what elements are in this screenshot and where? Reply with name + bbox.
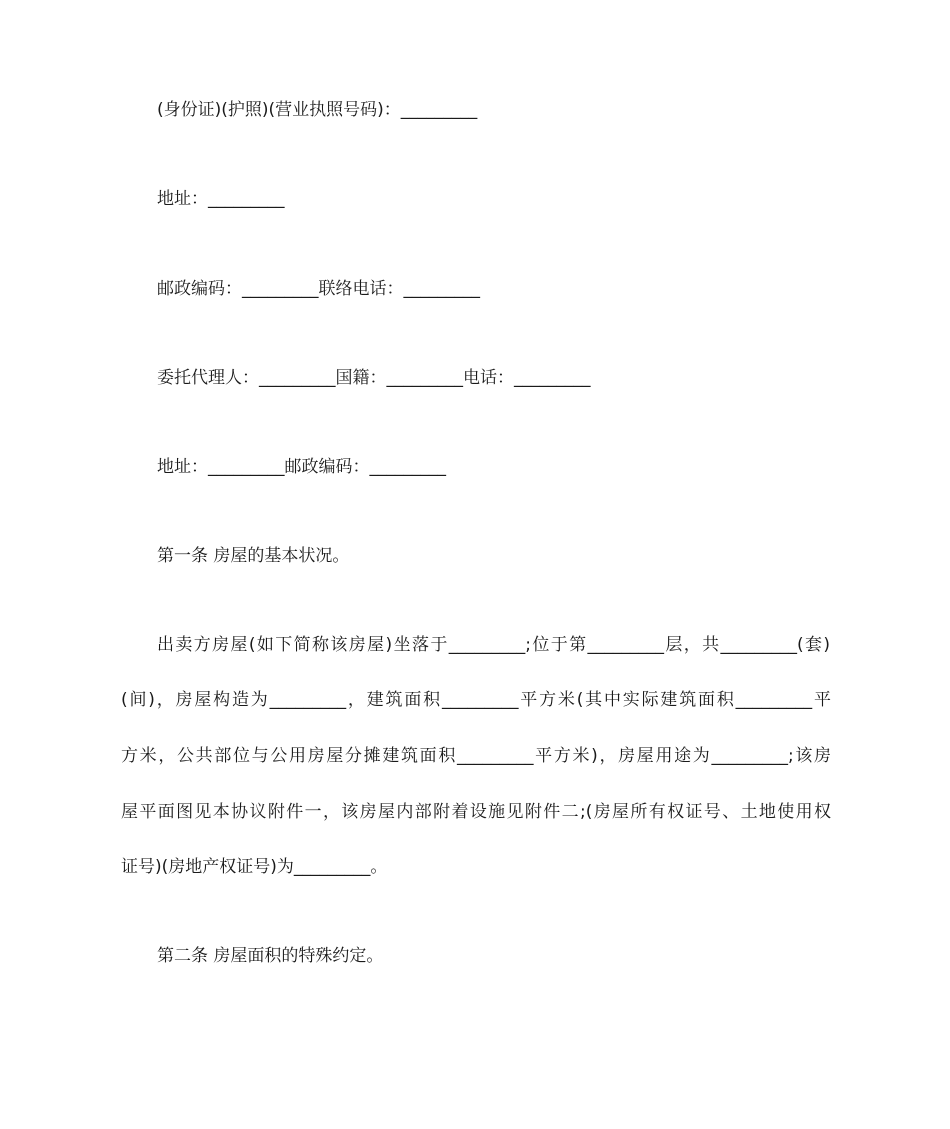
id-number-line: (身份证)(护照)(营业执照号码)：_________ — [157, 100, 478, 120]
article-2-title: 第二条 房屋面积的特殊约定。 — [157, 946, 384, 966]
article-1-text-3: 方米，公共部位与公用房屋分摊建筑面积_________平方米)，房屋用途为_________;该房 — [121, 746, 831, 766]
article-1-text-5: 证号)(房地产权证号)为_________。 — [121, 857, 388, 877]
article-1-text-2: (间)，房屋构造为_________，建筑面积_________平方米(其中实际建筑面积_________平 — [121, 690, 831, 710]
article-1-paragraph-line-3 — [121, 745, 831, 767]
article-1-paragraph-line-5 — [121, 856, 831, 878]
address-postal-line: 地址：_________邮政编码：_________ — [157, 457, 446, 477]
article-1-text-1: 出卖方房屋(如下简称该房屋)坐落于_________;位于第_________层，共_________(套) — [157, 635, 830, 655]
agent-line: 委托代理人：_________国籍：_________电话：_________ — [157, 368, 591, 388]
article-1-paragraph-line-4 — [121, 801, 831, 823]
article-1-text-4: 屋平面图见本协议附件一，该房屋内部附着设施见附件二;(房屋所有权证号、土地使用权 — [121, 802, 831, 822]
article-1-paragraph-line-2 — [121, 689, 831, 711]
postal-phone-line: 邮政编码：_________联络电话：_________ — [157, 279, 480, 299]
article-1-paragraph-line-1 — [157, 634, 830, 656]
article-1-title: 第一条 房屋的基本状况。 — [157, 546, 350, 566]
address-line: 地址：_________ — [157, 189, 285, 209]
